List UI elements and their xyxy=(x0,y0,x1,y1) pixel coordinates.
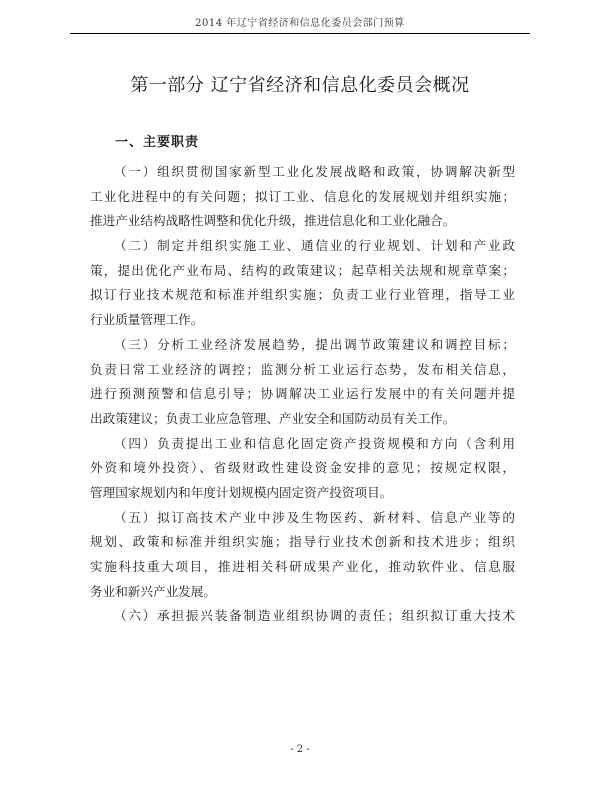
page-number: - 2 - xyxy=(290,744,310,755)
paragraph-line: （三）分析工业经济发展趋势，提出调节政策建议和调控目标； xyxy=(114,336,515,352)
paragraph-line: 外资和境外投资）、省级财政性建设资金安排的意见；按规定权限， xyxy=(90,460,515,476)
paragraph-line: 实施科技重大项目，推进相关科研成果产业化，推动软件业、信息服 xyxy=(90,559,515,574)
paragraph-line: （六）承担振兴装备制造业组织协调的责任；组织拟订重大技术 xyxy=(114,608,515,624)
paragraph-line: （四）负责提出工业和信息化固定资产投资规模和方向（含利用 xyxy=(114,435,515,451)
paragraph-line: 规划、政策和标准并组织实施；指导行业技术创新和技术进步；组织 xyxy=(90,534,515,550)
paragraph-2 xyxy=(90,234,515,333)
running-header: 2014 年辽宁省经济和信息化委员会部门预算 xyxy=(195,18,405,29)
paragraph-5 xyxy=(90,506,515,605)
paragraph-1 xyxy=(90,160,515,234)
paragraph-line: 工业化进程中的有关问题；拟订工业、信息化的发展规划并组织实施； xyxy=(90,188,515,204)
paragraph-line: 务业和新兴产业发展。 xyxy=(90,583,216,599)
paragraph-line: （一）组织贯彻国家新型工业化发展战略和政策，协调解决新型 xyxy=(114,164,515,179)
paragraph-3 xyxy=(90,333,515,432)
paragraph-line: 策，提出优化产业布局、结构的政策建议；起草相关法规和规章草案； xyxy=(90,262,515,278)
body-text xyxy=(90,160,515,629)
paragraph-line: 拟订行业技术规范和标准并组织实施；负责工业行业管理，指导工业 xyxy=(90,287,515,303)
section-heading: 一、主要职责 xyxy=(115,135,200,150)
paragraph-line: 出政策建议；负责工业应急管理、产业安全和国防动员有关工作。 xyxy=(90,410,456,426)
paragraph-line: 行业质量管理工作。 xyxy=(90,312,204,328)
paragraph-4 xyxy=(90,432,515,506)
paragraph-line: 管理国家规划内和年度计划规模内固定资产投资项目。 xyxy=(90,484,393,500)
paragraph-line: 推进产业结构战略性调整和优化升级，推进信息化和工业化融合。 xyxy=(90,213,456,229)
paragraph-6 xyxy=(90,604,515,629)
header-rule xyxy=(70,33,530,34)
paragraph-line: （五）拟订高技术产业中涉及生物医药、新材料、信息产业等的 xyxy=(114,509,515,525)
document-title: 第一部分 辽宁省经济和信息化委员会概况 xyxy=(130,75,470,96)
paragraph-line: 负责日常工业经济的调控；监测分析工业运行态势，发布相关信息， xyxy=(90,361,515,377)
paragraph-line: 进行预测预警和信息引导；协调解决工业运行发展中的有关问题并提 xyxy=(90,386,515,402)
paragraph-line: （二）制定并组织实施工业、通信业的行业规划、计划和产业政 xyxy=(114,238,515,254)
